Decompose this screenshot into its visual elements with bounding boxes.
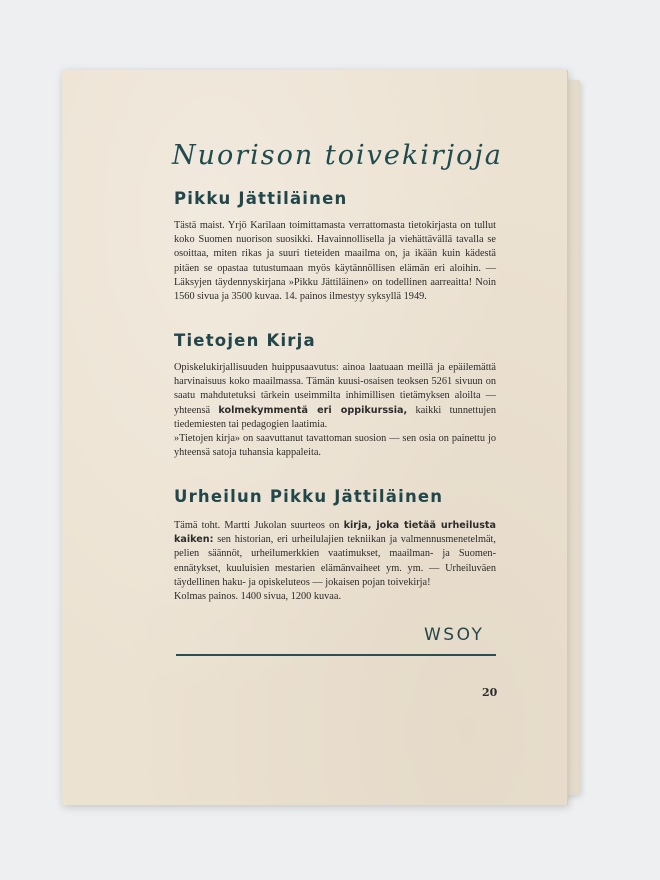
text-run: »Tietojen kirja» on saavuttanut tavattoman suosion — sen osia on painettu jo yhteensä satoja tuhansia kappaleita. xyxy=(174,433,496,459)
section-heading-tietojen-kirja: Tietojen Kirja xyxy=(174,331,316,350)
page-code: 20 xyxy=(482,686,498,699)
paragraph xyxy=(174,590,496,604)
paragraph xyxy=(174,219,496,304)
text-run: Tämä toht. Martti Jukolan suurteos on xyxy=(174,520,344,531)
section-body-tietojen-kirja xyxy=(174,361,496,460)
bold-text-run: kirja, joka tietää urheilusta kaiken: xyxy=(174,520,496,546)
text-run: kaikki tunnettujen tiedemiesten tai pedagogien laatimia. xyxy=(174,404,497,430)
paragraph xyxy=(174,519,496,590)
text-run: sen historian, eri urheilulajien tekniikan ja valmennusmenetelmät, pelien säännöt, urheilumerkkien vaatimukset, maailman- ja Suomen-ennätykset, kuuluisien mestarien elämänvaiheet ym. ym. — Urheiluväen täydellinen haku- ja opiskeluteos — jokaisen pojan toivekirja! xyxy=(174,534,496,588)
text-run: Kolmas painos. 1400 sivua, 1200 kuvaa. xyxy=(174,591,342,603)
publisher-logo-text: WSOY xyxy=(424,625,485,645)
paragraph xyxy=(174,361,496,432)
section-body-pikku-jattilainen xyxy=(174,219,496,304)
series-title: Nuorison toivekirjoja xyxy=(172,140,503,171)
divider-rule xyxy=(176,654,496,656)
section-body-urheilun-pikku-jattilainen xyxy=(174,519,496,604)
paragraph xyxy=(174,432,496,460)
section-heading-pikku-jattilainen: Pikku Jättiläinen xyxy=(174,189,348,208)
text-run: Tästä maist. Yrjö Karilaan toimittamasta verrattomasta tietokirjasta on tullut koko Suomen nuorison suosikki. Havainnollisella ja viehättävällä tavalla se osoittaa, miten rikas ja suuri tieteiden maailma on, ja ikään kuin kädestä pitäen se opastaa tutustumaan myös käytännöllisen elämän eri aloihin. — Läksyjen täydennyskirjana »Pikku Jättiläinen» on todellinen aarreaitta! Noin 1560 sivua ja 3500 kuvaa. 14. painos ilmestyy syksyllä 1949. xyxy=(174,220,496,303)
section-heading-urheilun-pikku-jattilainen: Urheilun Pikku Jättiläinen xyxy=(174,487,444,506)
text-run: Opiskelukirjallisuuden huippusaavutus: ainoa laatuaan meillä ja epäilemättä harvinaisuus koko maailmassa. Tämän kuusi-osaisen teoksen 5261 sivuun on saatu mahdutetuksi tärkein useimmilta inhimillisen tietämyksen aloilta — yhteensä xyxy=(174,362,496,416)
bold-text-run: kolmekymmentä eri oppikurssia, xyxy=(218,404,408,416)
